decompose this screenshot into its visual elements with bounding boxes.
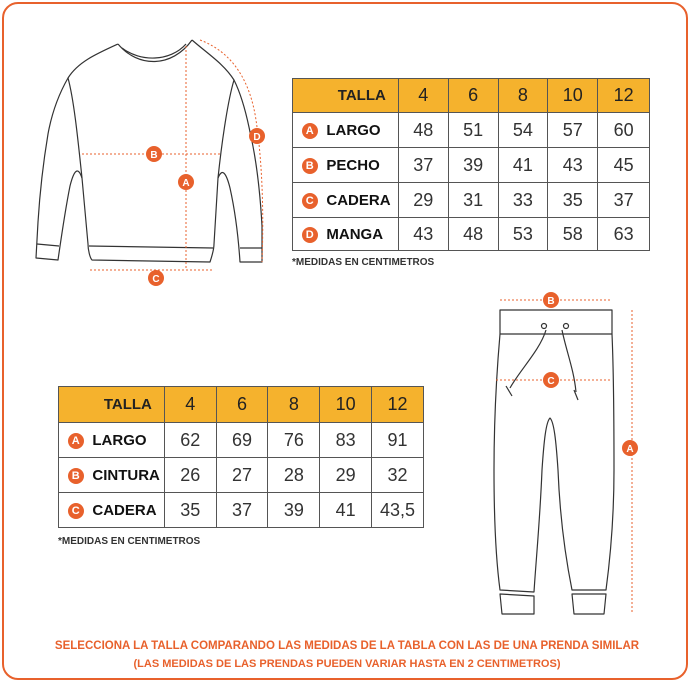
cell: 37: [598, 183, 650, 218]
cell: 45: [598, 148, 650, 183]
cell: 27: [216, 458, 268, 493]
cell: 31: [448, 183, 498, 218]
cell: 43,5: [372, 493, 424, 528]
cell: 29: [398, 183, 448, 218]
cell: 41: [320, 493, 372, 528]
pants-note: *MEDIDAS EN CENTIMETROS: [58, 536, 201, 547]
cell: 62: [164, 423, 216, 458]
size-header: 10: [320, 387, 372, 423]
cell: 29: [320, 458, 372, 493]
row-label: PECHO: [326, 148, 398, 183]
cell: 76: [268, 423, 320, 458]
size-header: 6: [448, 79, 498, 113]
sweatshirt-size-table: [292, 78, 650, 251]
cell: 57: [548, 113, 598, 148]
size-header: 12: [372, 387, 424, 423]
size-header: 8: [268, 387, 320, 423]
svg-text:D: D: [253, 132, 261, 143]
size-header: 4: [164, 387, 216, 423]
row-label: MANGA: [326, 218, 398, 251]
size-header: 6: [216, 387, 268, 423]
table-row: [59, 493, 424, 528]
talla-header: TALLA: [59, 387, 165, 423]
cell: 91: [372, 423, 424, 458]
table-row: [293, 218, 650, 251]
cell: 54: [498, 113, 548, 148]
cell: 35: [548, 183, 598, 218]
cell: 48: [398, 113, 448, 148]
row-label: CADERA: [326, 183, 398, 218]
table-row: [59, 458, 424, 493]
cell: 37: [216, 493, 268, 528]
cell: 58: [548, 218, 598, 251]
table-row: [293, 113, 650, 148]
marker-badge: B: [68, 468, 84, 484]
cell: 26: [164, 458, 216, 493]
svg-text:C: C: [547, 376, 555, 387]
svg-text:B: B: [150, 150, 158, 161]
cell: 32: [372, 458, 424, 493]
cell: 51: [448, 113, 498, 148]
size-header: 12: [598, 79, 650, 113]
row-label: LARGO: [92, 423, 164, 458]
cell: 39: [268, 493, 320, 528]
cell: 48: [448, 218, 498, 251]
svg-text:B: B: [547, 296, 555, 307]
cell: 43: [398, 218, 448, 251]
size-header: 10: [548, 79, 598, 113]
cell: 60: [598, 113, 650, 148]
cell: 43: [548, 148, 598, 183]
size-header: 4: [398, 79, 448, 113]
row-label: CADERA: [92, 493, 164, 528]
marker-badge: C: [68, 503, 84, 519]
marker-badge: A: [68, 433, 84, 449]
row-label: CINTURA: [92, 458, 164, 493]
cell: 69: [216, 423, 268, 458]
svg-text:A: A: [182, 178, 190, 189]
table-row: [293, 183, 650, 218]
cell: 33: [498, 183, 548, 218]
cell: 83: [320, 423, 372, 458]
talla-header: TALLA: [293, 79, 399, 113]
size-header: 8: [498, 79, 548, 113]
cell: 41: [498, 148, 548, 183]
marker-badge: D: [302, 227, 318, 243]
svg-text:A: A: [626, 444, 634, 455]
cell: 28: [268, 458, 320, 493]
pants-size-table: [58, 386, 424, 528]
svg-text:C: C: [152, 274, 160, 285]
cell: 63: [598, 218, 650, 251]
footer-instruction: SELECCIONA LA TALLA COMPARANDO LAS MEDIDAS DE LA TABLA CON LAS DE UNA PRENDA SIMILAR: [54, 640, 640, 652]
marker-badge: A: [302, 123, 318, 139]
table-row: [293, 148, 650, 183]
cell: 37: [398, 148, 448, 183]
row-label: LARGO: [326, 113, 398, 148]
footer-disclaimer: (LAS MEDIDAS DE LAS PRENDAS PUEDEN VARIAR HASTA EN 2 CENTIMETROS): [133, 658, 561, 670]
table-header-row: [293, 79, 650, 113]
table-row: [59, 423, 424, 458]
cell: 35: [164, 493, 216, 528]
cell: 53: [498, 218, 548, 251]
marker-badge: B: [302, 158, 318, 174]
table-header-row: [59, 387, 424, 423]
cell: 39: [448, 148, 498, 183]
marker-badge: C: [302, 193, 318, 209]
sweatshirt-note: *MEDIDAS EN CENTIMETROS: [292, 257, 435, 268]
